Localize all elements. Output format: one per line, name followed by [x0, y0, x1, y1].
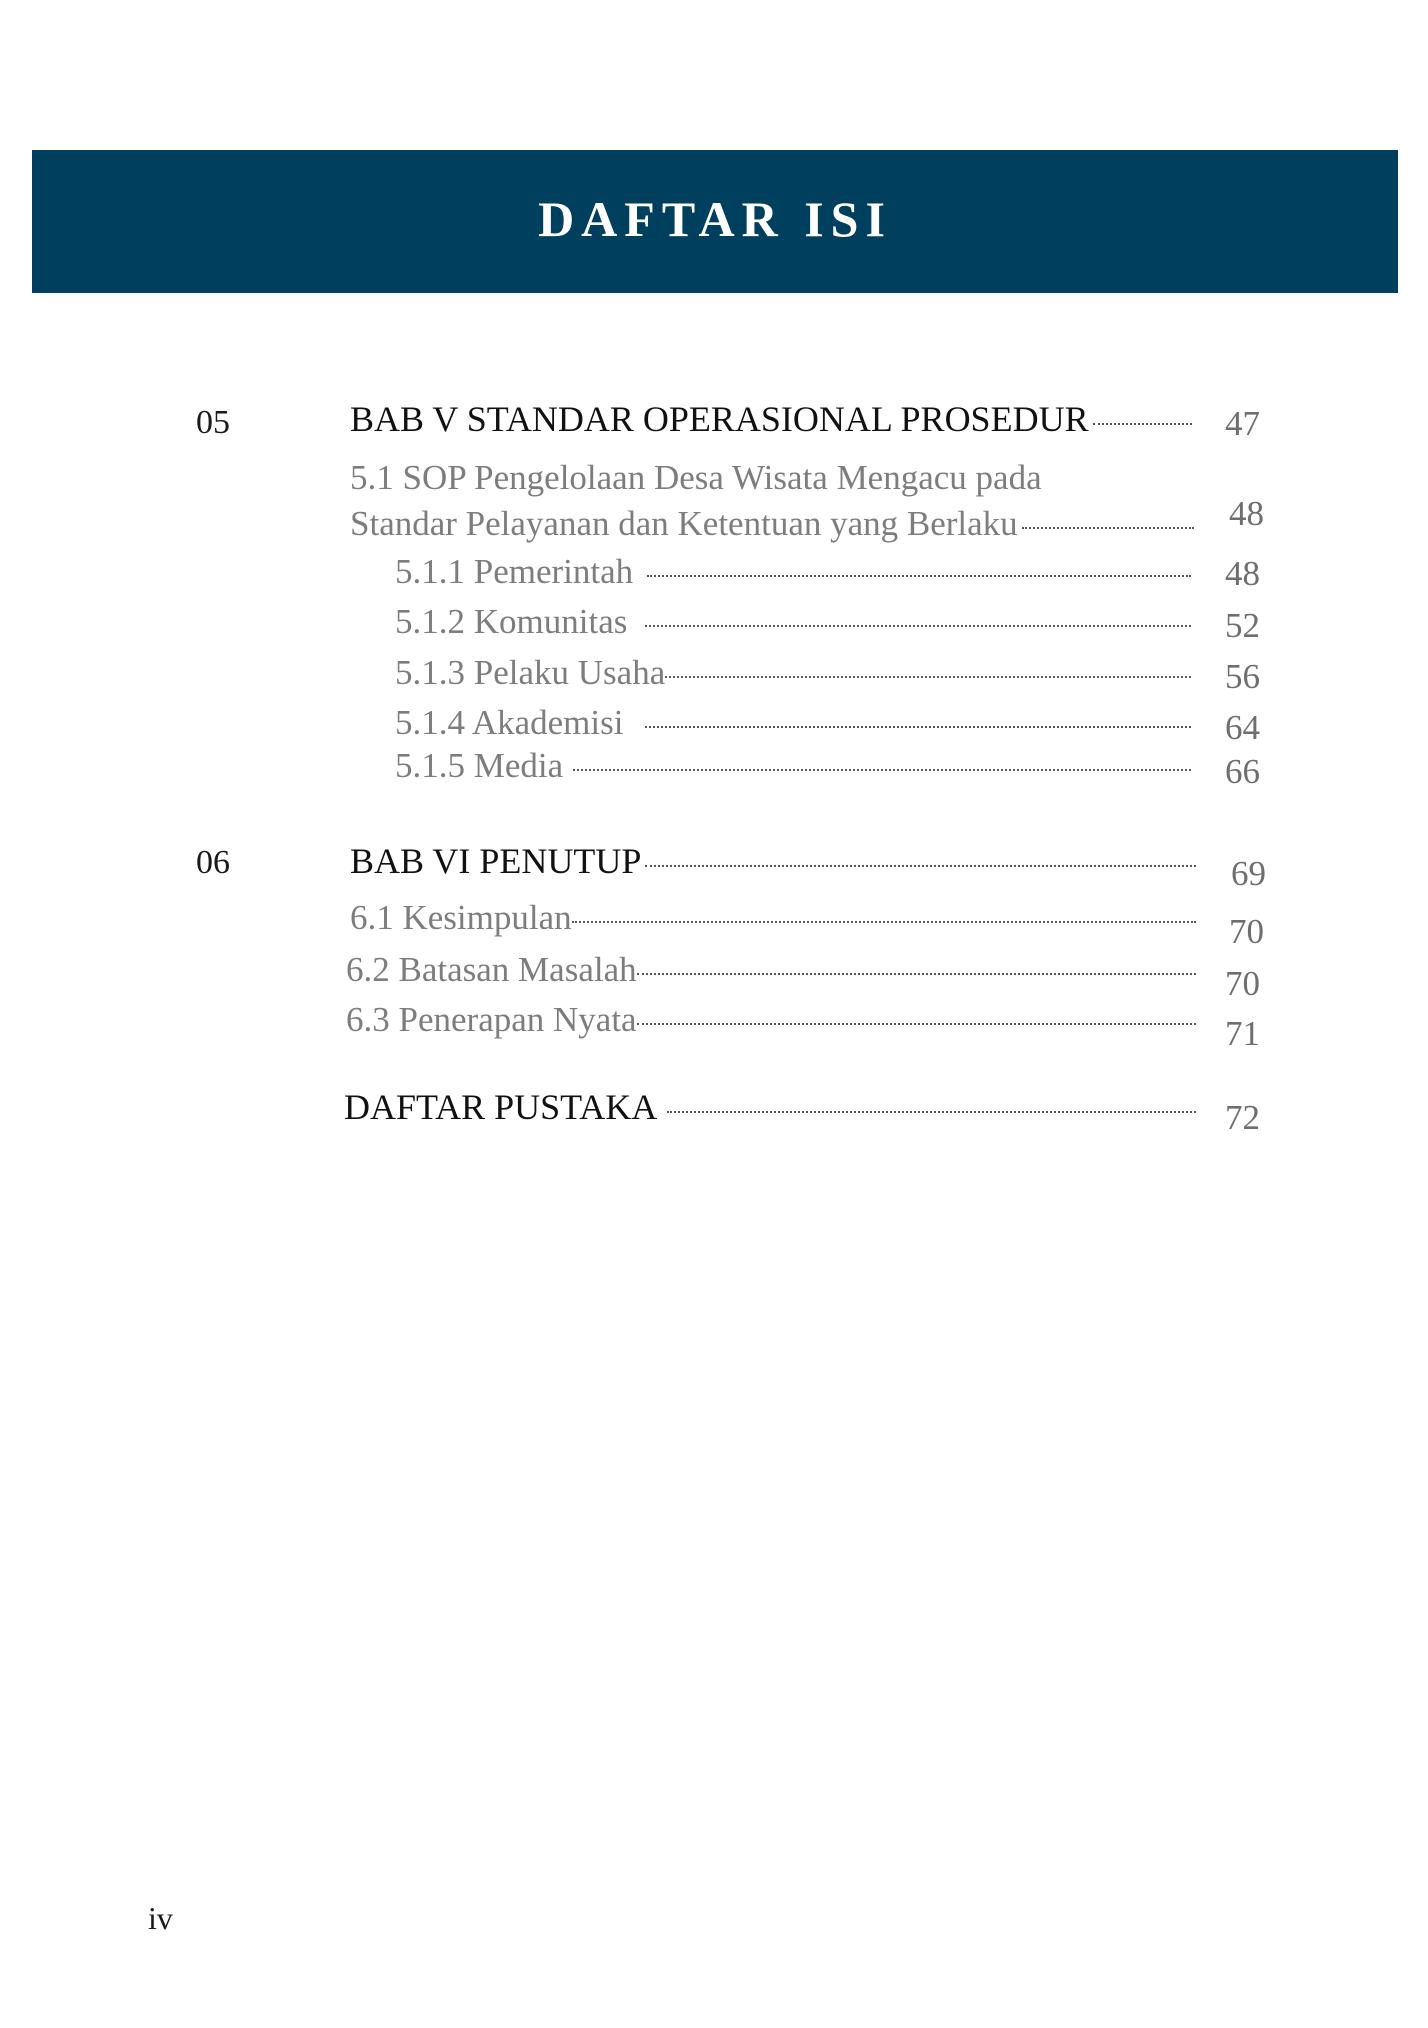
toc-page-number: 56 [1225, 657, 1260, 696]
footer-page-number: iv [148, 1900, 173, 1936]
toc-page-number: 72 [1225, 1098, 1260, 1137]
toc-entry-section-line1[interactable]: 5.1 SOP Pengelolaan Desa Wisata Mengacu pada [350, 458, 1042, 497]
toc-page-number: 69 [1231, 854, 1266, 893]
toc-page-number: 47 [1225, 404, 1260, 443]
toc-entry-subsection[interactable] [395, 703, 1197, 743]
leader-dots [1022, 527, 1194, 529]
leader-dots [573, 769, 1191, 771]
toc-page-number: 70 [1225, 964, 1260, 1003]
toc-page-number: 48 [1229, 494, 1264, 533]
toc-page-number: 48 [1225, 554, 1260, 593]
toc-entry-chapter[interactable] [350, 398, 1198, 440]
toc-entry-bibliography[interactable] [344, 1086, 1202, 1128]
toc-entry-title: 5.1.1 Pemerintah [395, 552, 634, 591]
toc-page-number: 64 [1225, 708, 1260, 747]
leader-dots [572, 921, 1196, 923]
toc-entry-title: Standar Pelayanan dan Ketentuan yang Berlaku [350, 504, 1018, 543]
toc-entry-title: 5.1.3 Pelaku Usaha [395, 653, 666, 692]
leader-dots [1093, 423, 1192, 425]
leader-dots [637, 973, 1196, 975]
toc-entry-title: 6.2 Batasan Masalah [346, 950, 637, 989]
toc-entry-section[interactable] [350, 504, 1200, 544]
leader-dots [645, 625, 1191, 627]
toc-entry-subsection[interactable] [395, 746, 1197, 786]
toc-entry-subsection[interactable] [395, 653, 1197, 693]
toc-entry-title: DAFTAR PUSTAKA [344, 1087, 658, 1127]
toc-entry-section[interactable] [346, 1000, 1202, 1040]
toc-page-number: 52 [1225, 606, 1260, 645]
toc-entry-subsection[interactable] [395, 552, 1197, 592]
toc-entry-section[interactable] [346, 950, 1202, 990]
leader-dots [645, 726, 1191, 728]
toc-page-number: 70 [1229, 912, 1264, 951]
leader-dots [647, 575, 1191, 577]
toc-entry-title: BAB VI PENUTUP [350, 841, 642, 881]
leader-dots [665, 676, 1191, 678]
chapter-number: 06 [196, 844, 230, 881]
toc-entry-title: 5.1.4 Akademisi [395, 703, 624, 742]
page-title: DAFTAR ISI [538, 191, 892, 247]
toc-entry-subsection[interactable] [395, 602, 1197, 642]
leader-dots [637, 1023, 1196, 1025]
toc-entry-chapter[interactable] [350, 840, 1202, 882]
toc-page-number: 66 [1225, 752, 1260, 791]
toc-entry-title: BAB V STANDAR OPERASIONAL PROSEDUR [350, 399, 1089, 439]
toc-entry-title: 6.3 Penerapan Nyata [346, 1000, 637, 1039]
toc-entry-title: 5.1.2 Komunitas [395, 602, 628, 641]
toc-entry-title: 6.1 Kesimpulan [350, 898, 572, 937]
toc-entry-section[interactable] [350, 898, 1202, 938]
leader-dots [667, 1111, 1196, 1113]
toc-page-number: 71 [1225, 1014, 1260, 1053]
toc-entry-title: 5.1.5 Media [395, 746, 564, 785]
chapter-number: 05 [196, 404, 230, 441]
leader-dots [645, 865, 1196, 867]
